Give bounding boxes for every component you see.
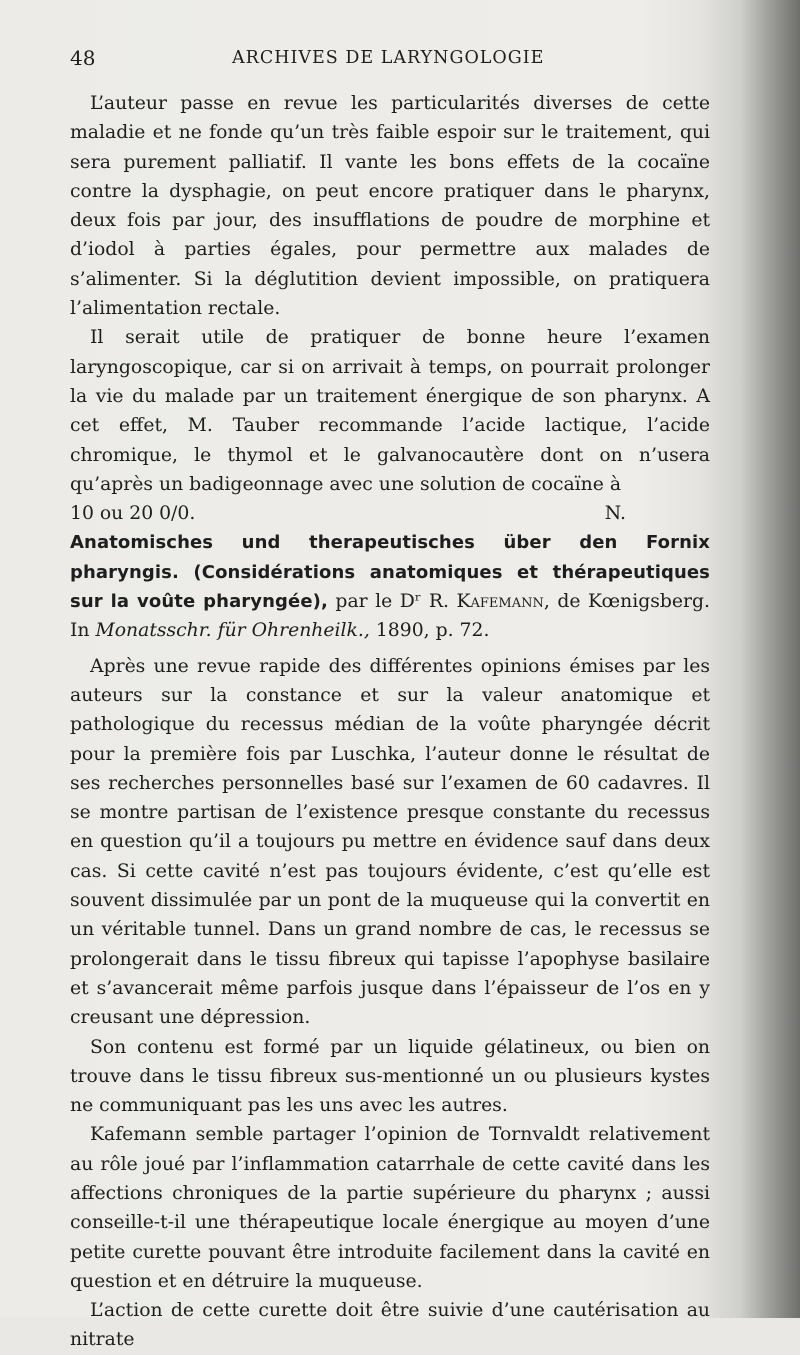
page-body — [70, 89, 710, 1355]
closing-text: 10 ou 20 0/0. — [70, 503, 196, 525]
paragraph: Kafemann semble partager l’opinion de Tornvaldt relativement au rôle joué par l’inflammation catarrhale de cette cavité dans les affections chroniques de la partie supérieure du pharynx ; aussi conseille-t-il une thérapeutique locale énergique au moyen d’une petite curette pouvant être introduite facilement dans la cavité en question et en détruire la muqueuse. — [70, 1124, 710, 1292]
paragraph: L’action de cette curette doit être suivie d’une cautérisation au nitrate — [70, 1300, 710, 1351]
signature: N. — [604, 503, 626, 525]
journal-name: Monatsschr. für Ohrenheilk., — [95, 620, 370, 642]
citation: 1890, p. 72. — [375, 620, 490, 642]
byline: par le Dʳ R. — [335, 591, 449, 613]
author-place: de Kœnigsberg. In — [70, 591, 710, 642]
review-heading — [70, 528, 710, 645]
page-header — [70, 46, 710, 76]
article-title: Anatomisches und therapeutisches über den Fornix pharyngis. (Considérations anatomiques et thérapeutiques sur la voûte pharyngée), — [70, 532, 710, 613]
paragraph: Après une revue rapide des différentes opinions émises par les auteurs sur la constance et sur la valeur anatomique et pathologique du recessus médian de la voûte pharyngée décrit pour la première fois par Luschka, l’auteur donne le résultat de ses recherches personnelles basé sur l’examen de 60 cadavres. Il se montre partisan de l’existence presque constante du recessus en question qu’il a toujours pu mettre en évidence sauf dans deux cas. Si cette cavité n’est pas toujours évidente, c’est qu’elle est souvent dissimulée par un pont de la muqueuse qui la convertit en un véritable tunnel. Dans un grand nombre de cas, le recessus se prolongerait dans le tissu fibreux qui tapisse l’apophyse basilaire et s’avancerait même parfois jusque dans l’épaisseur de l’os en y creusant une dépression. — [70, 655, 710, 1029]
page-number: 48 — [70, 46, 96, 70]
paragraph: Il serait utile de pratiquer de bonne heure l’examen laryngoscopique, car si on arrivait à temps, on pourrait prolonger la vie du malade par un traitement énergique de son pharynx. A cet effet, M. Tauber recommande l’acide lactique, l’acide chromique, le thymol et le galvanocautère dont on n’usera qu’après un badigeonnage avec une solution de cocaïne à — [70, 327, 710, 495]
running-title: ARCHIVES DE LARYNGOLOGIE — [232, 48, 545, 68]
closing-line — [70, 499, 710, 528]
paragraph: Son contenu est formé par un liquide gélatineux, ou bien on trouve dans le tissu fibreux sus-mentionné un ou plusieurs kystes ne communiquant pas les uns avec les autres. — [70, 1036, 710, 1117]
author-name: Kafemann, — [456, 591, 550, 613]
paragraph: L’auteur passe en revue les particularités diverses de cette maladie et ne fonde qu’un très faible espoir sur le traitement, qui sera purement palliatif. Il vante les bons effets de la cocaïne contre la dysphagie, on peut encore pratiquer dans le pharynx, deux fois par jour, des insufflations de poudre de morphine et d’iodol à parties égales, pour permettre aux malades de s’alimenter. Si la déglutition devient impossible, on pratiquera l’alimentation rectale. — [70, 93, 710, 320]
